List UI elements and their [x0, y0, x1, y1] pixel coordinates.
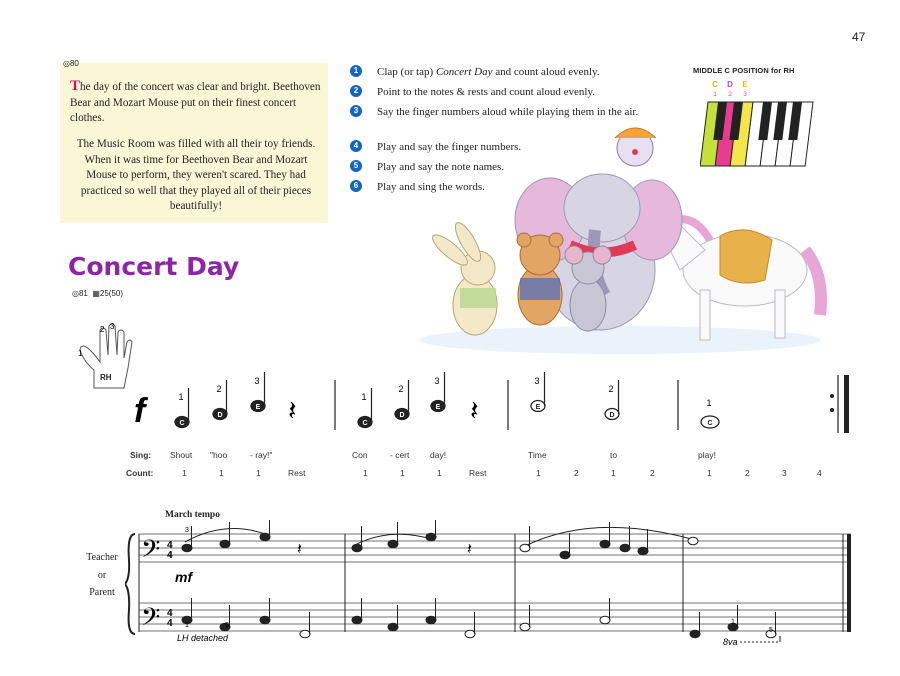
step-text-end: and count aloud evenly.: [492, 66, 600, 78]
middle-c-position-title: MIDDLE C POSITION for RH: [693, 66, 795, 75]
repeat-dot: [830, 394, 834, 398]
sing-syllable: - cert: [390, 450, 410, 460]
accompaniment-note-head: [220, 540, 230, 548]
step-text: Say the finger numbers aloud while playing them in the air.: [377, 106, 639, 118]
finger-number: 2: [216, 384, 222, 394]
teacher-label: Teacher: [86, 552, 118, 563]
hand-finger-2: 2: [100, 325, 105, 334]
step-text: Clap (or tap): [377, 66, 436, 78]
lower-finger-number: 1: [185, 622, 189, 629]
story-paragraph-1: [70, 79, 322, 127]
sing-syllable: Con: [352, 450, 368, 460]
accompaniment-note-head: [388, 623, 398, 631]
finger-label-1: 1: [713, 91, 717, 98]
accompaniment-note-head: [688, 537, 698, 545]
note-letter: D: [609, 412, 615, 419]
finger-label-2: 2: [728, 91, 732, 98]
sing-syllable: Time: [528, 450, 547, 460]
step-text: Play and say the note names.: [377, 161, 505, 173]
sing-syllable: - ray!": [250, 450, 273, 460]
story-dropcap: T: [70, 78, 81, 94]
count-beat: 1: [219, 468, 224, 478]
count-beat: 1: [707, 468, 712, 478]
count-beat: 1: [400, 468, 405, 478]
step-text: Point to the notes & rests and count aloud evenly.: [377, 86, 596, 98]
staff-brace: [125, 534, 135, 634]
finger-number: 1: [706, 398, 712, 408]
staff-lines: [139, 534, 851, 631]
hand-finger-3: 3: [110, 322, 115, 331]
finger-number: 2: [398, 384, 404, 394]
final-barline-thick: [844, 375, 849, 433]
sing-syllable: play!: [698, 450, 716, 460]
cd-track-number: 80: [69, 59, 79, 68]
accompaniment-note-head: [690, 630, 700, 638]
story-box: [60, 59, 328, 223]
count-beat: Rest: [469, 468, 487, 478]
count-beat: 2: [574, 468, 579, 478]
pony-illustration: [660, 219, 821, 340]
time-sig-top-lower: 4: [167, 608, 173, 619]
or-label: or: [97, 570, 107, 581]
lh-detached-marking: LH detached: [177, 633, 229, 643]
key-label-c: C: [712, 80, 718, 89]
finger-number: 3: [534, 376, 540, 386]
finger-number: 3: [254, 376, 260, 386]
note-letter: D: [217, 412, 223, 419]
accompaniment-note-head: [352, 616, 362, 624]
count-beat: Rest: [288, 468, 306, 478]
accompaniment-note-head: [300, 630, 310, 638]
count-label: Count:: [126, 468, 154, 478]
dynamic-mezzo-forte: mf: [175, 569, 193, 585]
step-number-badge: 2: [350, 85, 362, 97]
cd-icon: ◎: [72, 289, 79, 298]
quarter-rest: 𝄽: [288, 395, 297, 426]
count-beat: 1: [182, 468, 187, 478]
finger-label-3: 3: [743, 91, 747, 98]
accompaniment-rest: 𝄽: [297, 541, 302, 558]
note-letter: E: [535, 404, 541, 411]
step-number-badge: 4: [350, 140, 362, 152]
finger-number: 2: [608, 384, 614, 394]
story-paragraph-1-text: he day of the concert was clear and bright. Beethoven Bear and Mozart Mouse put on their finest concert clothes.: [70, 81, 321, 124]
accompaniment-rest: 𝄽: [467, 541, 472, 558]
accompaniment-note-head: [638, 547, 648, 555]
lower-finger-number: 1: [731, 619, 735, 626]
accompaniment-note-head: [182, 544, 192, 552]
accompaniment-note-head: [260, 533, 270, 541]
ottava-marking: 8va: [723, 637, 738, 647]
sing-syllable: to: [610, 450, 618, 460]
tempo-marking: March tempo: [165, 510, 220, 520]
accompaniment-note-head: [600, 616, 610, 624]
accompaniment-grand-staff: [125, 520, 855, 650]
lower-finger-number: 5: [769, 627, 773, 634]
story-paragraph-2: The Music Room was filled with all their toy friends. When it was time for Beethoven Bear and Mozart Mouse to perform, they weren't scared. They had practiced so well that they played all of their pieces beautifully!: [76, 138, 316, 212]
sing-syllable: "hoo: [210, 450, 228, 460]
pre-staff-notation: [120, 360, 860, 440]
accompaniment-note-head: [388, 540, 398, 548]
sing-label: Sing:: [130, 450, 152, 460]
cd-track-number: 81: [78, 289, 88, 298]
accompaniment-note-head: [520, 544, 530, 552]
accompaniment-note-head: [560, 551, 570, 559]
step-number-badge: 6: [350, 180, 362, 192]
note-letter: E: [255, 404, 261, 411]
key-label-d: D: [727, 80, 733, 89]
concert-characters-illustration: [420, 120, 830, 355]
note-letter: C: [362, 420, 368, 427]
song-title: Concert Day: [68, 252, 240, 281]
hand-finger-1: 1: [78, 349, 83, 358]
count-beat: 3: [782, 468, 787, 478]
count-beat: 1: [437, 468, 442, 478]
finger-number: 1: [178, 392, 184, 402]
note-letter: E: [435, 404, 441, 411]
cd-track-label: [63, 59, 79, 68]
bear-illustration: [517, 233, 563, 325]
count-beat: 1: [363, 468, 368, 478]
cd-midi-reference: [72, 289, 123, 298]
midi-track-number: 25(50): [99, 289, 124, 298]
quarter-rest: 𝄽: [470, 395, 479, 426]
step-number-badge: 3: [350, 105, 362, 117]
upper-finger-number: 3: [185, 527, 189, 534]
count-beat: 1: [536, 468, 541, 478]
key-label-e: E: [742, 80, 748, 89]
count-beat: 2: [650, 468, 655, 478]
note-group: [175, 372, 719, 428]
hand-label: RH: [100, 373, 112, 382]
cd-icon: ◎: [63, 59, 70, 68]
accompaniment-note-head: [426, 533, 436, 541]
accompaniment-note-head: [260, 616, 270, 624]
step-number-badge: 5: [350, 160, 362, 172]
accompaniment-note-head: [600, 540, 610, 548]
count-beat: 2: [745, 468, 750, 478]
time-sig-bottom-lower: 4: [167, 618, 173, 629]
time-sig-top: 4: [167, 540, 173, 551]
time-sig-bottom: 4: [167, 550, 173, 561]
dynamic-forte: f: [134, 392, 146, 430]
accompaniment-note-head: [465, 630, 475, 638]
bass-clef-upper: 𝄢: [141, 536, 161, 569]
note-letter: C: [179, 420, 185, 427]
lower-finger-number: 3: [225, 622, 229, 629]
bass-clef-lower: 𝄢: [141, 604, 161, 637]
finger-number: 1: [361, 392, 367, 402]
clown-doll-illustration: [615, 128, 656, 166]
note-letter: D: [399, 412, 405, 419]
sing-syllable: Shout: [170, 450, 193, 460]
step-text: Play and sing the words.: [377, 181, 485, 193]
accompaniment-note-head: [520, 623, 530, 631]
note-letter: C: [707, 420, 713, 427]
accompaniment-note-head: [620, 544, 630, 552]
count-beat: 1: [611, 468, 616, 478]
accompaniment-note-head: [352, 544, 362, 552]
step-number-badge: 1: [350, 65, 362, 77]
finger-number: 3: [434, 376, 440, 386]
accompaniment-note-head: [426, 616, 436, 624]
repeat-dot: [830, 408, 834, 412]
count-beat: 1: [256, 468, 261, 478]
page-number: 47: [852, 30, 866, 44]
parent-label: Parent: [89, 587, 115, 598]
step-text: Play and say the finger numbers.: [377, 141, 522, 153]
count-beat: 4: [817, 468, 822, 478]
bunny-illustration: [429, 219, 497, 335]
sing-syllable: day!: [430, 450, 447, 460]
midi-disk-icon: ▦: [92, 289, 100, 298]
step-song-title: Concert Day: [435, 66, 493, 78]
final-barline-thick: [847, 534, 851, 632]
